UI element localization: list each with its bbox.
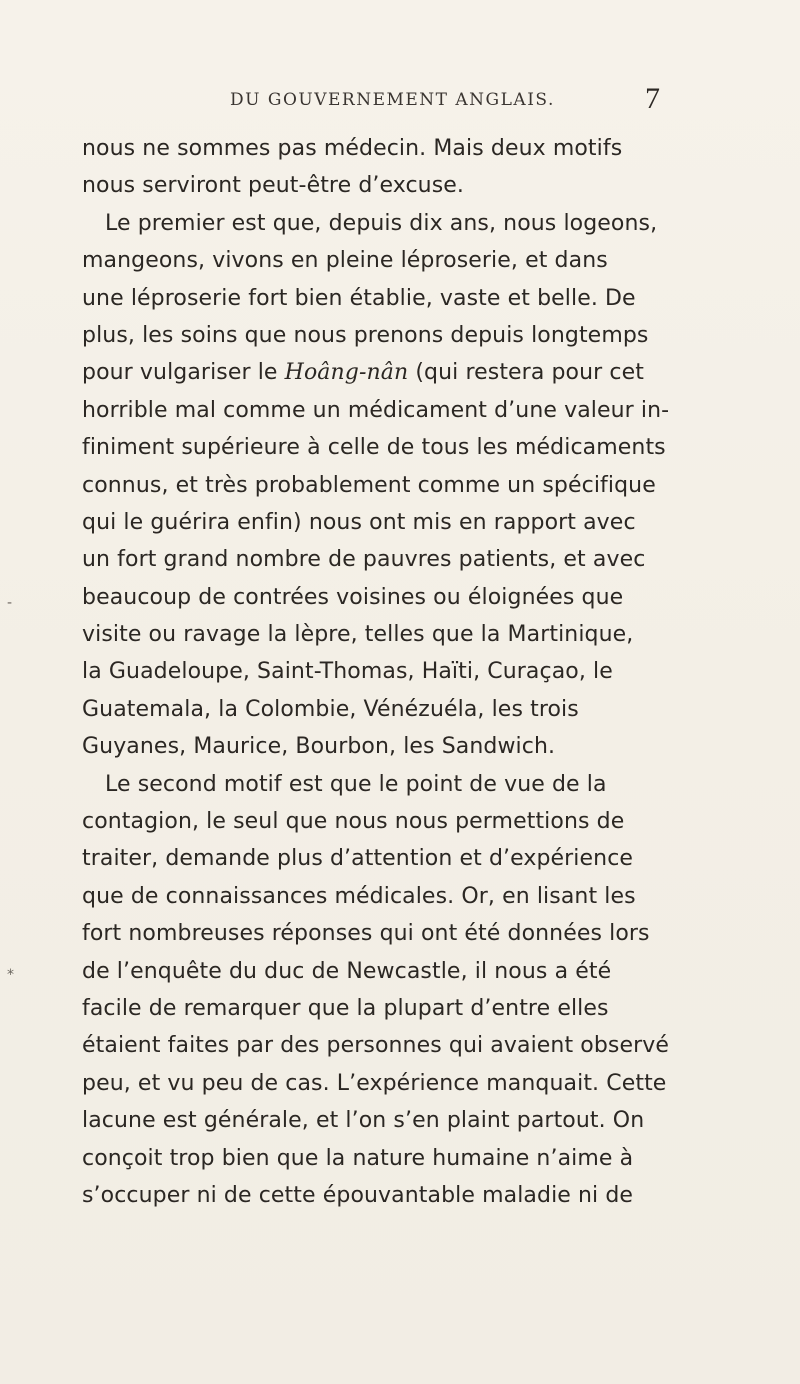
margin-mark: - — [7, 595, 13, 611]
page-number: 7 — [645, 82, 660, 115]
text-line: Guyanes, Maurice, Bourbon, les Sandwich. — [82, 734, 556, 760]
running-title: DU GOUVERNEMENT ANGLAIS. — [230, 90, 555, 110]
text-line — [82, 354, 682, 391]
text-line: facile de remarquer que la plupart d’entre elles — [82, 995, 609, 1021]
text-line: mangeons, vivons en pleine léproserie, et dans — [82, 248, 608, 274]
body-text — [82, 130, 682, 1214]
text-line: que de connaissances médicales. Or, en lisant les — [82, 883, 636, 909]
text-line: peu, et vu peu de cas. L’expérience manquait. Cette — [82, 1070, 667, 1096]
text-line: horrible mal comme un médicament d’une valeur in- — [82, 397, 670, 423]
text-line: beaucoup de contrées voisines ou éloignées que — [82, 584, 624, 610]
text-segment: (qui restera pour cet — [415, 360, 644, 386]
text-segment: pour vulgariser le — [82, 360, 278, 386]
text-line: de l’enquête du duc de Newcastle, il nous a été — [82, 958, 612, 984]
text-line: visite ou ravage la lèpre, telles que la Martinique, — [82, 622, 634, 648]
text-line: traiter, demande plus d’attention et d’expérience — [82, 846, 634, 872]
text-line: lacune est générale, et l’on s’en plaint partout. On — [82, 1108, 645, 1134]
text-line: la Guadeloupe, Saint-Thomas, Haïti, Curaçao, le — [82, 659, 613, 685]
text-line: Le premier est que, depuis dix ans, nous logeons, — [105, 210, 658, 236]
text-line: finiment supérieure à celle de tous les médicaments — [82, 435, 666, 461]
page-header — [82, 82, 660, 122]
text-line: Le second motif est que le point de vue de la — [105, 771, 607, 797]
text-line: une léproserie fort bien établie, vaste et belle. De — [82, 285, 636, 311]
text-line: connus, et très probablement comme un spécifique — [82, 472, 656, 498]
text-line: plus, les soins que nous prenons depuis longtemps — [82, 322, 649, 348]
text-line: fort nombreuses réponses qui ont été données lors — [82, 921, 650, 947]
text-line: Guatemala, la Colombie, Vénézuéla, les trois — [82, 696, 579, 722]
text-line: s’occuper ni de cette épouvantable maladie ni de — [82, 1182, 634, 1208]
text-line: conçoit trop bien que la nature humaine n’aime à — [82, 1145, 634, 1171]
text-line: qui le guérira enfin) nous ont mis en rapport avec — [82, 509, 636, 535]
text-line: contagion, le seul que nous nous permettions de — [82, 809, 625, 835]
text-line: étaient faites par des personnes qui avaient observé — [82, 1033, 670, 1059]
text-line: un fort grand nombre de pauvres patients, et avec — [82, 547, 646, 573]
text-line: nous serviront peut-être d’excuse. — [82, 173, 464, 199]
italic-term: Hoâng-nân — [284, 360, 409, 386]
margin-mark: * — [7, 967, 14, 983]
text-line: nous ne sommes pas médecin. Mais deux motifs — [82, 136, 623, 161]
